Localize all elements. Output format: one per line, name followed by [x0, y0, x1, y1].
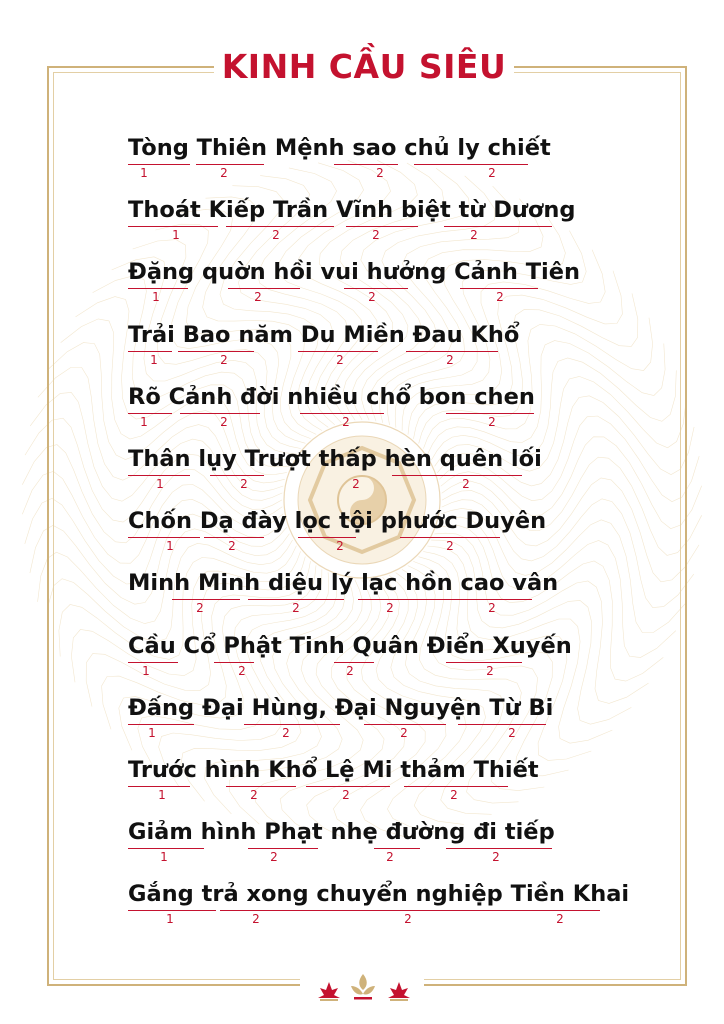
- tone-number: 2: [492, 850, 500, 865]
- tone-number: 2: [254, 290, 262, 305]
- tone-number: 2: [228, 539, 236, 554]
- tone-number: 2: [336, 352, 344, 367]
- tone-underline: [128, 910, 216, 911]
- verse-line: [128, 133, 668, 193]
- tone-underline: [412, 475, 522, 476]
- tone-underline: [334, 662, 374, 663]
- verse-line: [128, 195, 668, 255]
- tone-number: 2: [292, 601, 300, 616]
- tone-number: 2: [508, 725, 516, 740]
- verse-line: [128, 817, 668, 877]
- verse-line: [128, 444, 668, 504]
- tone-number: 2: [346, 663, 354, 678]
- verse-line: [128, 631, 668, 691]
- lotus-ornament-left-icon: [316, 980, 342, 1002]
- verse-line: [128, 382, 668, 442]
- tone-number: 2: [342, 788, 350, 802]
- tone-underline: [178, 351, 254, 352]
- tone-number: 1: [140, 166, 148, 180]
- tone-underline: [128, 662, 178, 663]
- tone-underline: [128, 724, 194, 725]
- tone-underline: [228, 288, 300, 289]
- verse-text: Minh Minh diệu lý lạc hồn cao vân: [128, 570, 559, 597]
- tone-underline: [196, 164, 264, 165]
- tone-number: 2: [446, 539, 454, 554]
- tone-number: 2: [386, 850, 394, 865]
- tone-underline: [344, 288, 408, 289]
- tone-number: 2: [220, 166, 228, 180]
- tone-underline: [308, 910, 510, 911]
- lotus-ornament-right-icon: [386, 980, 412, 1002]
- tone-number: 2: [376, 166, 384, 180]
- tone-number: 2: [470, 228, 478, 243]
- tone-number: 1: [142, 663, 150, 678]
- tone-number: 2: [488, 166, 496, 180]
- tone-number: 1: [150, 352, 158, 367]
- verse-text: Chốn Dạ đày lọc tội phước Duyên: [128, 508, 547, 535]
- tone-number: 2: [368, 290, 376, 305]
- verse-line: [128, 506, 668, 566]
- verse-text: Đặng quờn hồi vui hưởng Cảnh Tiên: [128, 259, 581, 286]
- tone-number: 2: [450, 788, 458, 802]
- tone-number: 2: [352, 477, 360, 491]
- tone-underline: [414, 164, 528, 165]
- tone-number: 2: [240, 477, 248, 491]
- tone-underline: [400, 537, 500, 538]
- verse-line: [128, 568, 668, 628]
- tone-underline: [248, 848, 318, 849]
- verse-text: Cầu Cổ Phật Tinh Quân Điển Xuyến: [128, 632, 572, 659]
- verse-text: Tòng Thiên Mệnh sao chủ ly chiết: [128, 135, 551, 161]
- tone-number: 1: [140, 414, 148, 429]
- tone-underline: [180, 413, 260, 414]
- tone-number: 2: [220, 414, 228, 429]
- tone-underline: [128, 413, 172, 414]
- tone-number: 2: [400, 725, 408, 740]
- tone-underline: [406, 351, 498, 352]
- tone-underline: [334, 164, 398, 165]
- tone-number: 2: [196, 601, 204, 616]
- tone-underline: [214, 662, 254, 663]
- tone-number: 1: [158, 788, 166, 802]
- verse-text: Đấng Đại Hùng, Đại Nguyện Từ Bi: [128, 694, 554, 721]
- tone-underline: [210, 475, 264, 476]
- tone-underline: [446, 413, 534, 414]
- tone-number: 1: [156, 477, 164, 491]
- verse-line: [128, 755, 668, 815]
- tone-underline: [298, 537, 356, 538]
- tone-underline: [306, 786, 390, 787]
- tone-number: 2: [446, 352, 454, 367]
- tone-underline: [458, 724, 546, 725]
- tone-underline: [300, 413, 384, 414]
- tone-underline: [298, 351, 378, 352]
- tone-underline: [128, 226, 218, 227]
- tone-number: 2: [462, 477, 470, 491]
- verse-text: Giảm hình Phạt nhẹ đường đi tiếp: [128, 819, 555, 846]
- tone-number: 2: [270, 850, 278, 865]
- tone-underline: [172, 599, 240, 600]
- tone-underline: [508, 910, 600, 911]
- tone-number: 2: [488, 414, 496, 429]
- tone-underline: [460, 288, 538, 289]
- tone-number: 2: [372, 228, 380, 243]
- tone-number: 2: [488, 601, 496, 616]
- tone-number: 2: [486, 663, 494, 678]
- verse-text: Rõ Cảnh đời nhiều chổ bon chen: [128, 383, 535, 410]
- page-title: KINH CẦU SIÊU: [221, 47, 507, 86]
- tone-underline: [128, 164, 190, 165]
- tone-number: 1: [148, 725, 156, 740]
- tone-number: 2: [282, 725, 290, 740]
- tone-underline: [346, 226, 418, 227]
- tone-number: 2: [336, 539, 344, 554]
- tone-number: 1: [160, 850, 168, 865]
- tone-number: 2: [386, 601, 394, 616]
- tone-number: 1: [152, 290, 160, 305]
- verse-text: Gắng trả xong chuyển nghiệp Tiền Khai: [128, 881, 630, 908]
- tone-underline: [358, 599, 436, 600]
- tone-underline: [220, 910, 310, 911]
- verse-line: [128, 879, 668, 939]
- tone-number: 2: [496, 290, 504, 305]
- verse-line: [128, 320, 668, 380]
- tone-underline: [128, 288, 188, 289]
- tone-underline: [128, 475, 190, 476]
- verse-text: Trải Bao năm Du Miền Đau Khổ: [128, 321, 520, 348]
- tone-underline: [364, 724, 446, 725]
- tone-number: 1: [166, 912, 174, 927]
- tone-underline: [128, 848, 204, 849]
- tone-underline: [128, 351, 172, 352]
- tone-underline: [204, 537, 264, 538]
- lotus-ornament-center-icon: [348, 972, 378, 1002]
- tone-underline: [446, 848, 552, 849]
- tone-number: 1: [172, 228, 180, 243]
- tone-underline: [444, 226, 552, 227]
- tone-number: 2: [250, 788, 258, 802]
- tone-number: 1: [166, 539, 174, 554]
- tone-number: 2: [220, 352, 228, 367]
- verse-text: Thân lụy Trượt thấp hèn quên lối: [128, 446, 542, 472]
- tone-number: 2: [342, 414, 350, 429]
- tone-underline: [248, 599, 344, 600]
- tone-underline: [428, 599, 532, 600]
- tone-underline: [404, 786, 508, 787]
- tone-number: 2: [238, 663, 246, 678]
- tone-underline: [244, 724, 340, 725]
- verse-line: [128, 693, 668, 753]
- tone-number: 2: [404, 912, 412, 927]
- tone-underline: [226, 226, 334, 227]
- verse-line: [128, 257, 668, 317]
- tone-number: 2: [252, 912, 260, 927]
- tone-underline: [128, 786, 190, 787]
- tone-underline: [226, 786, 296, 787]
- verse-text: Trước hình Khổ Lệ Mi thảm Thiết: [128, 757, 539, 783]
- tone-underline: [446, 662, 522, 663]
- tone-number: 2: [556, 912, 564, 927]
- verse-text: Thoát Kiếp Trần Vĩnh biệt từ Dương: [128, 197, 576, 224]
- tone-underline: [128, 537, 200, 538]
- tone-underline: [374, 848, 420, 849]
- tone-number: 2: [272, 228, 280, 243]
